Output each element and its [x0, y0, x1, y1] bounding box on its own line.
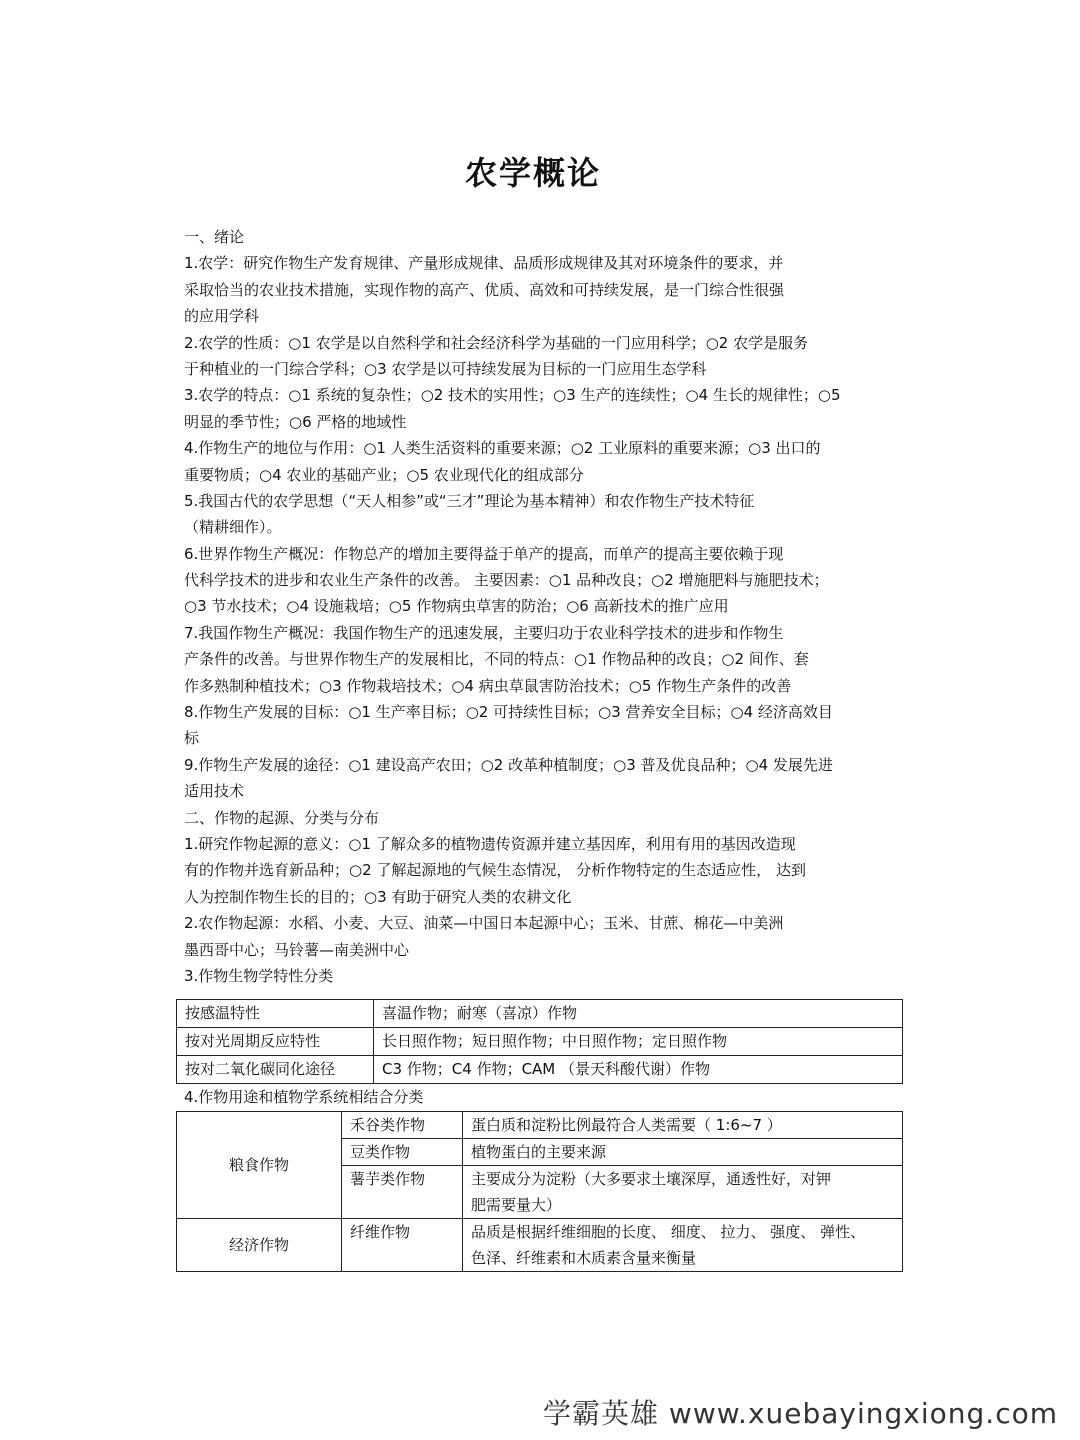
table-cell: 纤维作物: [342, 1219, 463, 1272]
text-line: 9.作物生产发展的途径：○1 建设高产农田；○2 改革种植制度；○3 普及优良品种；○4 发展先进: [184, 755, 833, 774]
text-line: 1.研究作物起源的意义：○1 了解众多的植物遗传资源并建立基因库，利用有用的基因改造现: [184, 834, 796, 853]
table-cell: 喜温作物；耐寒（喜凉）作物: [374, 1000, 903, 1028]
table-cell: [463, 1219, 903, 1272]
text-line: 6.世界作物生产概况：作物总产的增加主要得益于单产的提高，而单产的提高主要依赖于现: [184, 544, 784, 563]
text-line: 2.农作物起源：水稻、小麦、大豆、油菜—中国日本起源中心；玉米、甘蔗、棉花—中美洲: [184, 914, 784, 933]
cell-line: 品质是根据纤维细胞的长度、 细度、 拉力、 强度、 弹性、: [471, 1223, 866, 1241]
page-title: 农学概论: [464, 154, 601, 192]
text-line: 采取恰当的农业技术措施，实现作物的高产、优质、高效和可持续发展，是一门综合性很强: [184, 280, 785, 299]
biological-traits-table: [176, 999, 903, 1084]
text-line: 4.作物生产的地位与作用：○1 人类生活资料的重要来源；○2 工业原料的重要来源；○3 出口的: [184, 439, 821, 458]
text-line: ○3 节水技术；○4 设施栽培；○5 作物病虫草害的防治；○6 高新技术的推广应用: [184, 597, 729, 616]
text-line: 7.我国作物生产概况：我国作物生产的迅速发展，主要归功于农业科学技术的进步和作物生: [184, 623, 784, 642]
text-line: 标: [184, 729, 200, 748]
text-line: 人为控制作物生长的目的；○3 有助于研究人类的农耕文化: [184, 887, 572, 906]
text-line: 有的作物并选育新品种；○2 了解起源地的气候生态情况， 分析作物特定的生态适应性， 达到: [184, 861, 806, 880]
table-cell: 按对光周期反应特性: [177, 1028, 374, 1056]
table-cell: [463, 1166, 903, 1219]
text-line: 于种植业的一门综合学科；○3 农学是以可持续发展为目标的一门应用生态学科: [184, 359, 707, 378]
table-row: [177, 1000, 903, 1028]
table-row: [177, 1219, 903, 1272]
table-cell: 禾谷类作物: [342, 1112, 463, 1139]
table-row: [177, 1028, 903, 1056]
text-line: 代科学技术的进步和农业生产条件的改善。 主要因素：○1 品种改良；○2 增施肥料与施肥技术；: [184, 571, 829, 590]
table-cell: 按感温特性: [177, 1000, 374, 1028]
table-caption: 3.作物生物学特性分类: [184, 966, 334, 985]
cell-line: 肥需要量大）: [471, 1196, 562, 1214]
text-line: 2.农学的性质：○1 农学是以自然科学和社会经济科学为基础的一门应用科学；○2 农学是服务: [184, 333, 809, 352]
text-line: 8.作物生产发展的目标：○1 生产率目标；○2 可持续性目标；○3 营养安全目标；○4 经济高效目: [184, 703, 833, 722]
section-heading: 一、绪论: [184, 228, 245, 246]
crop-use-classification-table: [176, 1111, 903, 1272]
table-cell: 豆类作物: [342, 1139, 463, 1166]
text-line: 适用技术: [184, 782, 245, 801]
document-body: [184, 224, 894, 989]
table-cell: 蛋白质和淀粉比例最符合人类需要（ 1:6~7 ）: [463, 1112, 903, 1139]
cell-line: 主要成分为淀粉（大多要求土壤深厚，通透性好，对钾: [471, 1170, 832, 1188]
text-line: 重要物质；○4 农业的基础产业；○5 农业现代化的组成部分: [184, 465, 584, 484]
text-line: 1.农学：研究作物生产发育规律、产量形成规律、品质形成规律及其对环境条件的要求，并: [184, 254, 784, 273]
text-line: 的应用学科: [184, 307, 260, 326]
text-line: 墨西哥中心；马铃薯—南美洲中心: [184, 940, 410, 959]
text-line: （精耕细作）。: [184, 518, 282, 537]
table-group-cell: 粮食作物: [177, 1112, 342, 1219]
table-cell: 按对二氧化碳同化途径: [177, 1056, 374, 1084]
table-row: [177, 1112, 903, 1139]
section-heading: 二、作物的起源、分类与分布: [184, 808, 380, 827]
table-cell: 长日照作物；短日照作物；中日照作物；定日照作物: [374, 1028, 903, 1056]
text-line: 明显的季节性；○6 严格的地域性: [184, 412, 407, 431]
watermark: 学霸英雄 www.xuebayingxiong.com: [543, 1397, 1058, 1430]
table-caption: 4.作物用途和植物学系统相结合分类: [184, 1088, 424, 1106]
text-line: 3.农学的特点：○1 系统的复杂性；○2 技术的实用性；○3 生产的连续性；○4 生长的规律性；○5: [184, 386, 841, 405]
text-line: 产条件的改善。与世界作物生产的发展相比，不同的特点：○1 作物品种的改良；○2 间作、套: [184, 650, 809, 669]
cell-line: 色泽、纤维素和木质素含量来衡量: [471, 1249, 697, 1267]
table-cell: 植物蛋白的主要来源: [463, 1139, 903, 1166]
table-row: [177, 1056, 903, 1084]
table-cell: C3 作物；C4 作物；CAM （景天科酸代谢）作物: [374, 1056, 903, 1084]
text-line: 作多熟制种植技术；○3 作物栽培技术；○4 病虫草鼠害防治技术；○5 作物生产条件的改善: [184, 676, 792, 695]
text-line: 5.我国古代的农学思想（“天人相参”或“三才”理论为基本精神）和农作物生产技术特征: [184, 491, 755, 510]
table-cell: 薯芋类作物: [342, 1166, 463, 1219]
table-group-cell: 经济作物: [177, 1219, 342, 1272]
